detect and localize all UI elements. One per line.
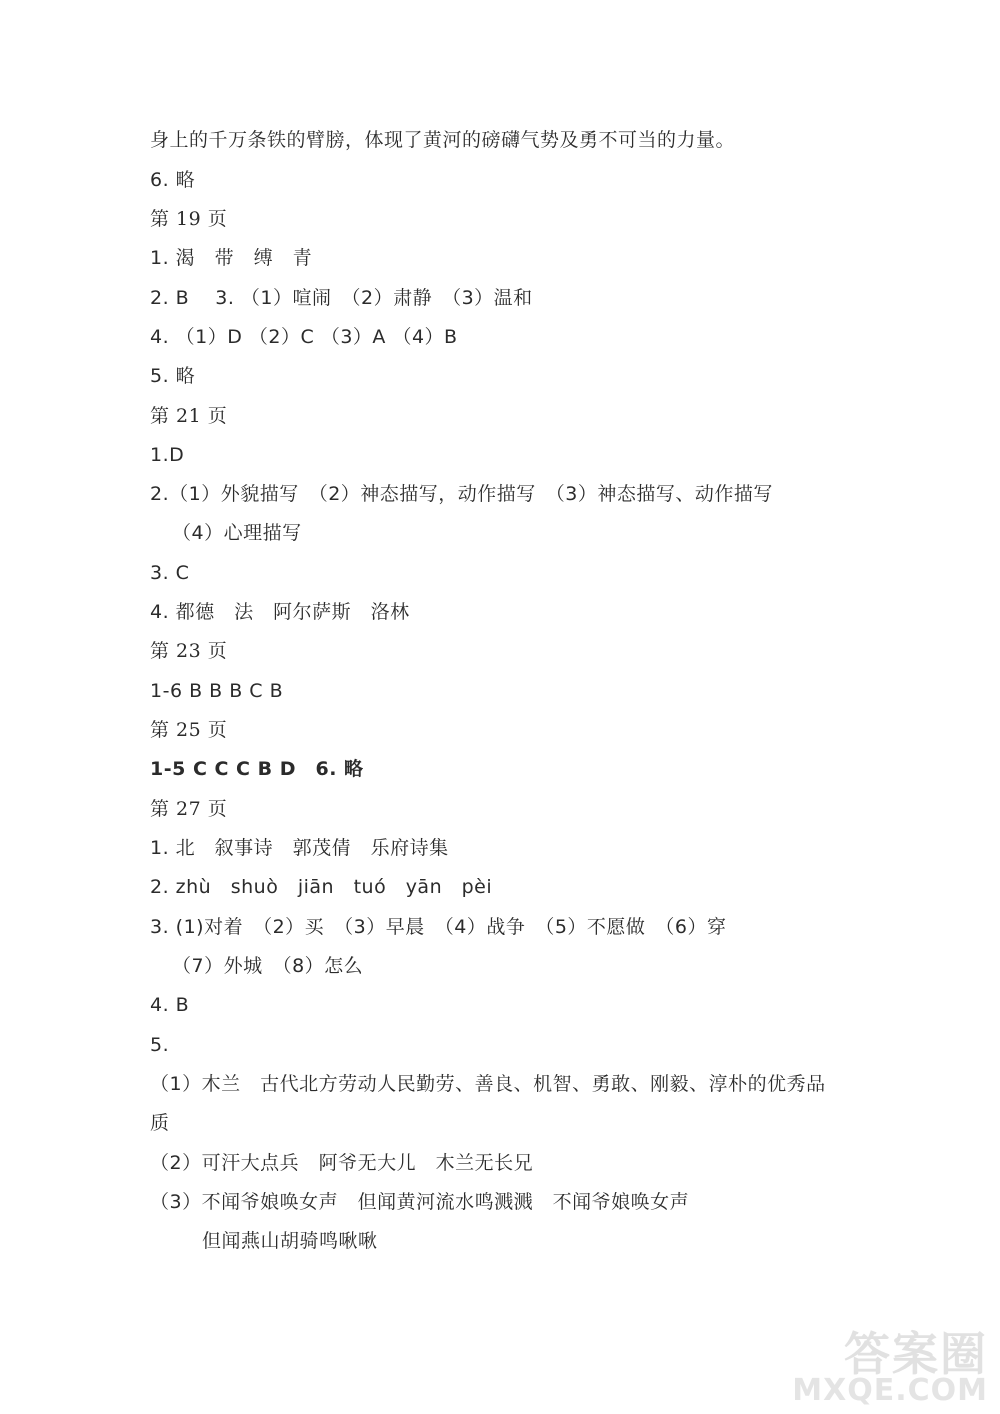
- answer-1-6: 1-6 B B B C B: [150, 680, 284, 702]
- answer-2-continued: （4）心理描写: [172, 522, 302, 544]
- answer-4: 4. （1）D （2）C （3）A （4）B: [150, 326, 458, 348]
- answer-5-part-1-continued: 质: [150, 1112, 170, 1134]
- answer-5-part-3-continued: 但闻燕山胡骑鸣啾啾: [202, 1230, 378, 1252]
- text-line-continuation: 身上的千万条铁的臂膀，体现了黄河的磅礴气势及勇不可当的力量。: [150, 129, 736, 151]
- answer-2-3: 2. B 3. （1）喧闹 （2）肃静 （3）温和: [150, 287, 533, 309]
- page-heading-19: 第 19 页: [150, 208, 228, 230]
- answer-5: 5. 略: [150, 365, 196, 387]
- answer-1: 1. 渴 带 缚 青: [150, 247, 313, 269]
- answer-1: 1.D: [150, 444, 185, 466]
- answer-1: 1. 北 叙事诗 郭茂倩 乐府诗集: [150, 837, 449, 859]
- page-heading-27: 第 27 页: [150, 798, 228, 820]
- answer-3-continued: （7）外城 （8）怎么: [172, 955, 364, 977]
- answer-5-part-1: （1）木兰 古代北方劳动人民勤劳、善良、机智、勇敢、刚毅、淳朴的优秀品: [150, 1073, 826, 1095]
- site-watermark: [792, 1318, 992, 1408]
- answer-2-pinyin: 2. zhù shuò jiān tuó yān pèi: [150, 876, 493, 898]
- watermark-logo-text: 答案圈: [844, 1327, 988, 1381]
- answer-6: 6. 略: [150, 169, 196, 191]
- answer-1-5-and-6: 1-5 C C C B D 6. 略: [150, 758, 364, 780]
- watermark-domain-text: MXQE.COM: [792, 1373, 988, 1408]
- answer-3: 3. (1)对着 （2）买 （3）早晨 （4）战争 （5）不愿做 （6）穿: [150, 916, 727, 938]
- answer-5-part-3: （3）不闻爷娘唤女声 但闻黄河流水鸣溅溅 不闻爷娘唤女声: [150, 1191, 690, 1213]
- answer-5-part-2: （2）可汗大点兵 阿爷无大儿 木兰无长兄: [150, 1152, 534, 1174]
- answer-2: 2.（1）外貌描写 （2）神态描写，动作描写 （3）神态描写、动作描写: [150, 483, 773, 505]
- page-heading-21: 第 21 页: [150, 405, 228, 427]
- page-heading-23: 第 23 页: [150, 640, 228, 662]
- page-heading-25: 第 25 页: [150, 719, 228, 741]
- answer-5: 5.: [150, 1034, 170, 1056]
- answer-4: 4. B: [150, 994, 190, 1016]
- answer-4: 4. 都德 法 阿尔萨斯 洛林: [150, 601, 410, 623]
- answer-3: 3. C: [150, 562, 190, 584]
